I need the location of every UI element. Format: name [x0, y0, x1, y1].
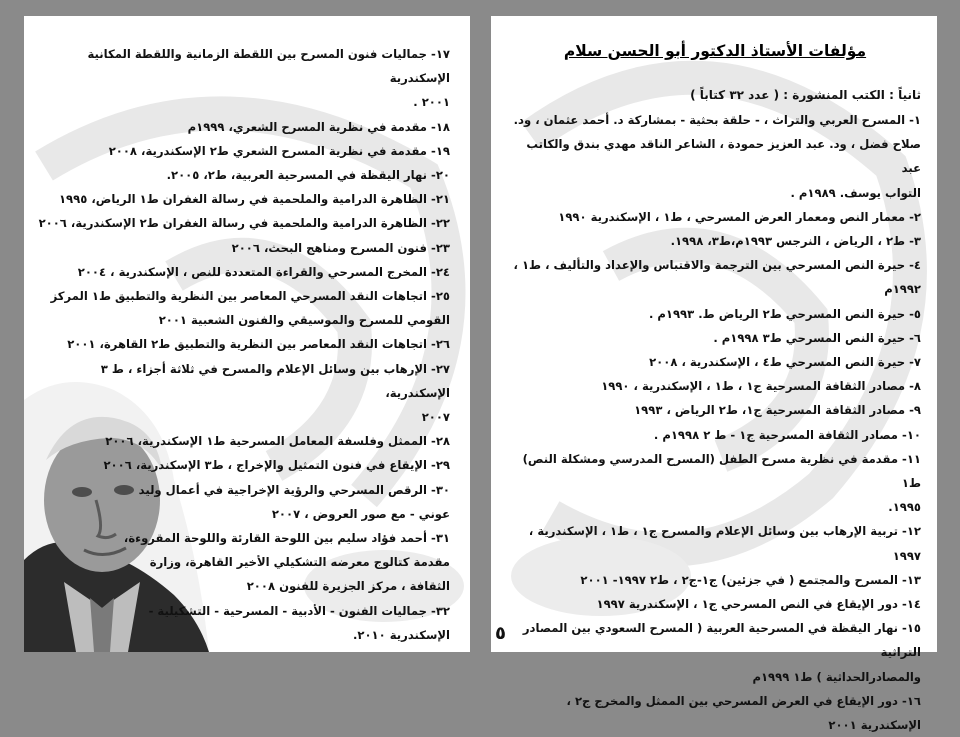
list-item: ١٢- تربية الإرهاب بين وسائل الإعلام والمسرح ج١ ، ط١ ، الإسكندرية ، ١٩٩٧ — [528, 524, 921, 563]
list-item: ١٨- مقدمة في نظرية المسرح الشعري، ١٩٩٩م — [187, 119, 450, 134]
list-item: ٢٩- الإيقاع في فنون التمثيل والإخراج ، ط٣ الإسكندرية، ٢٠٠٦ — [103, 458, 450, 473]
page-number: ٥ — [495, 623, 506, 644]
list-item: ٧- حيرة النص المسرحي ط٤ ، الإسكندرية ، ٢٠٠٨ — [649, 355, 921, 370]
list-item: ٢٢- الظاهرة الدرامية والملحمية في رسالة الغفران ط٢ الإسكندرية، ٢٠٠٦ — [38, 216, 450, 231]
list-item: ٩- مصادر الثقافة المسرحية ج١، ط٢ الرياض ، ١٩٩٣ — [634, 403, 921, 418]
list-item: ٢٧- الإرهاب بين وسائل الإعلام والمسرح في ثلاثة أجزاء ، ط ٣ الإسكندرية، — [100, 361, 450, 400]
list-item: والمصادرالحداثية ) ط١ ١٩٩٩م — [752, 669, 921, 684]
list-item: مقدمة كتالوج معرضه التشكيلي الأخير القاهرة، وزارة — [149, 555, 450, 570]
list-item: ٢٦- اتجاهات النقد المعاصر بين النظرية والتطبيق ط٢ القاهرة، ٢٠٠١ — [67, 337, 450, 352]
list-item: ٢٣- فنون المسرح ومناهج البحث، ٢٠٠٦ — [231, 240, 450, 255]
list-item: ١١- مقدمة في نظرية مسرح الطفل (المسرح المدرسي ومشكلة النص) ط١ — [522, 451, 921, 491]
page-title: مؤلفات الأستاذ الدكتور أبو الحسن سلام — [563, 42, 867, 60]
list-item: ٢١- الظاهرة الدرامية والملحمية في رسالة الغفران ط١ الرياض، ١٩٩٥ — [58, 192, 450, 207]
list-item: ٣٠- الرقص المسرحي والرؤية الإخراجية في أعمال وليد — [138, 482, 450, 497]
list-item: القومي للمسرح والموسيقي والفنون الشعبية ٢٠٠١ — [158, 313, 450, 328]
list-item: ١- المسرح العربي والتراث ، - حلقة بحثية - بمشاركة د. أحمد عثمان ، ود. — [513, 113, 921, 127]
list-item: ١٠- مصادر الثقافة المسرحية ج١ - ط ٢ ١٩٩٨م . — [653, 427, 921, 442]
list-item: ٤- حيرة النص المسرحي بين الترجمة والاقتباس والإعداد والتأليف ، ط١ ، ١٩٩٢م — [513, 258, 921, 297]
list-item: ٣- ط٢ ، الرياض ، النرجس ١٩٩٣م،ط٣، ١٩٩٨. — [670, 234, 921, 249]
list-item: ٣١- أحمد فؤاد سليم بين اللوحة القارئة واللوحة المقروءة، — [123, 531, 450, 546]
list-item: ٨- مصادر الثقافة المسرحية ج١ ، ط١ ، الإسكندرية ، ١٩٩٠ — [601, 379, 921, 394]
list-item: ٦- حيرة النص المسرحي ط٣ ١٩٩٨م . — [713, 330, 921, 345]
list-item: ٢٠٠٧ — [421, 410, 450, 425]
list-item: ١٤- دور الإيقاع في النص المسرحي ج١ ، الإسكندرية ١٩٩٧ — [596, 597, 921, 612]
list-item: ١٩٩٥. — [888, 500, 921, 515]
list-item: ٣٢- جماليات الفنون - الأدبية - المسرحية - التشكيلية - — [148, 603, 450, 618]
list-item: ٢٠- نهار اليقظة في المسرحية العربية، ط٢، ٢٠٠٥. — [166, 168, 450, 183]
left-page — [24, 16, 470, 652]
right-page — [491, 16, 937, 733]
list-item: ١٥- نهار اليقظة في المسرحية العربية ( المسرح السعودي بين المصادر التراثية — [522, 621, 921, 660]
list-item: عوني - مع صور العروض ، ٢٠٠٧ — [271, 506, 450, 521]
list-item: الثقافة ، مركز الجزيرة للفنون ٢٠٠٨ — [246, 579, 450, 594]
list-item: ٢٠٠١ . — [413, 95, 450, 110]
list-item: ٥- حيرة النص المسرحي ط٢ الرياض ط. ١٩٩٣م . — [648, 306, 921, 321]
list-item: ١٩- مقدمة في نظرية المسرح الشعري ط٢ الإسكندرية، ٢٠٠٨ — [108, 143, 450, 158]
list-item: ١٦- دور الإيقاع في العرض المسرحي بين الممثل والمخرج ج٢ ، الإسكندرية ٢٠٠١ — [566, 693, 921, 733]
list-item: ١٣- المسرح والمجتمع ( في جزئين) ج١-ج٢ ، ط٢ ١٩٩٧- ٢٠٠١ — [580, 572, 921, 587]
list-item: ٢٤- المخرج المسرحي والقراءة المتعددة للنص ، الإسكندرية ، ٢٠٠٤ — [77, 264, 450, 279]
book-list — [509, 108, 921, 737]
list-item: ٢- معمار النص ومعمار العرض المسرحي ، ط١ ، الإسكندرية ١٩٩٠ — [558, 209, 921, 224]
section-heading: ثانياً : الكتب المنشورة : ( عدد ٣٢ كتاباً ) — [690, 88, 921, 102]
book-list-continued — [38, 42, 450, 647]
list-item: الإسكندرية ٢٠١٠. — [353, 627, 450, 642]
list-item: صلاح فضل ، ود. عبد العزيز حمودة ، الشاعر الناقد مهدي بندق والكاتب عبد — [526, 137, 921, 176]
list-item: ٢٨- الممثل وفلسفة المعامل المسرحية ط١ الإسكندرية، ٢٠٠٦ — [105, 434, 450, 449]
list-item: ٢٥- اتجاهات النقد المسرحي المعاصر بين النظرية والتطبيق ط١ المركز — [50, 289, 450, 304]
list-item: التواب يوسف. ١٩٨٩م . — [790, 185, 921, 200]
list-item: ١٧- جماليات فنون المسرح بين اللقطة الزمانية واللقطة المكانية الإسكندرية — [87, 47, 450, 86]
